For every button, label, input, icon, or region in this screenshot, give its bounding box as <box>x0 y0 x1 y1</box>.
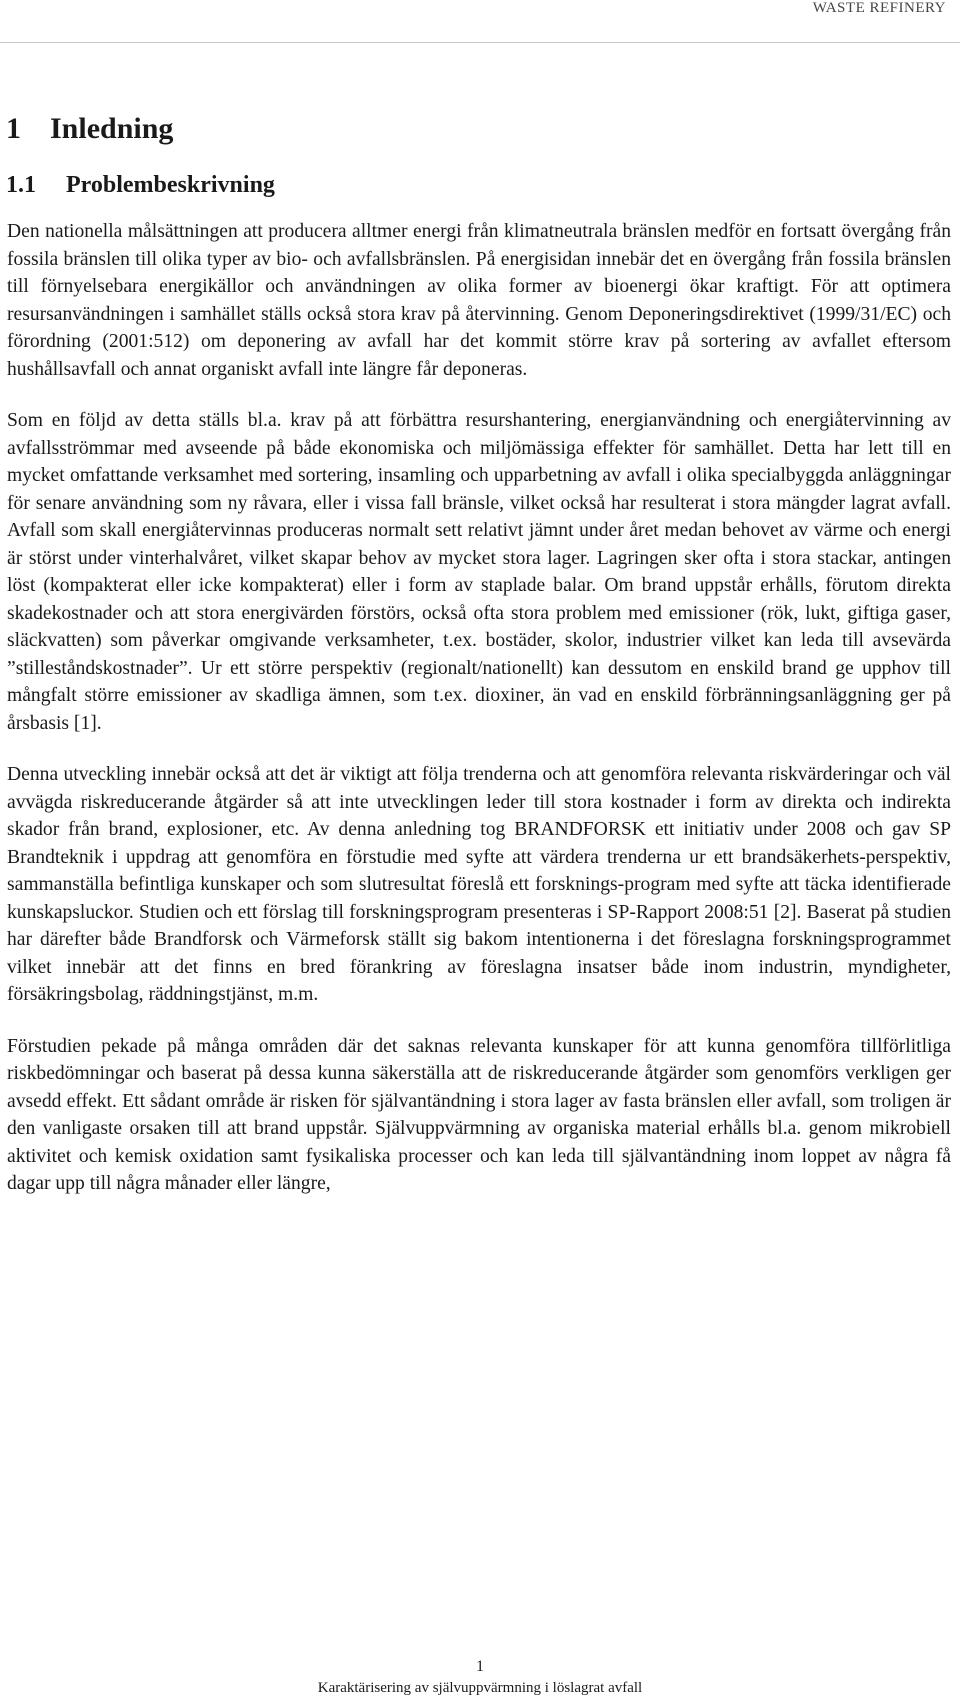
page-number: 1 <box>476 1658 484 1675</box>
header-divider <box>0 42 960 43</box>
running-header: WASTE REFINERY <box>812 0 946 16</box>
section-title: Problembeskrivning <box>66 172 275 198</box>
chapter-title: Inledning <box>50 112 174 145</box>
chapter-heading <box>6 112 173 146</box>
body-text <box>7 218 951 1222</box>
paragraph-1: Den nationella målsättningen att producera alltmer energi från klimatneutrala bränslen medför en fortsatt övergång från fossila bränslen till olika typer av bio- och avfallsbränslen. På energisidan innebär det en övergång från fossila bränslen till förnyelsebara energikällor och användningen av olika former av bioenergi ökar kraftigt. För att optimera resursanvändningen i samhället ställs också stora krav på återvinning. Genom Deponeringsdirektivet (1999/31/EC) och förordning (2001:512) om deponering av avfall har det kommit större krav på sortering av avfallet eftersom hushållsavfall och annat organiskt avfall inte längre får deponeras. <box>7 221 951 380</box>
paragraph-2: Som en följd av detta ställs bl.a. krav på att förbättra resurshantering, energianvändning och energiåtervinning av avfallsströmmar med avseende på både ekonomiska och miljömässiga effekter för samhället. Detta har lett till en mycket omfattande verksamhet med sortering, insamling och upparbetning av avfall i olika specialbyggda anläggningar för senare användning som ny råvara, eller i vissa fall bränsle, vilket också har resulterat i stora mängder lagrat avfall. Avfall som skall energiåtervinnas produceras normalt sett relativt jämnt under året medan behovet av värme och energi är störst under vinterhalvåret, vilket skapar behov av mycket stora lager. Lagringen sker ofta i stora stackar, antingen löst (kompakterat eller icke kompakterat) eller i form av staplade balar. Om brand uppstår erhålls, förutom direkta skadekostnader och att stora energivärden förstörs, också ofta stora problem med emissioner (rök, lukt, giftiga gaser, släckvatten) som påverkar omgivande verksamheter, t.ex. bostäder, skolor, industrier vilket kan leda till avsevärda ”stilleståndskostnader”. Ur ett större perspektiv (regionalt/nationellt) kan dessutom en enskild brand ge upphov till mångfalt större emissioner av skadliga ämnen, som t.ex. dioxiner, än vad en enskild förbränningsanläggning ger på årsbasis [1]. <box>7 410 951 734</box>
paragraph-3: Denna utveckling innebär också att det är viktigt att följa trenderna och att genomföra relevanta riskvärderingar och väl avvägda riskreducerande åtgärder så att inte utvecklingen leder till stora kostnader i form av direkta och indirekta skador från brand, explosioner, etc. Av denna anledning tog BRANDFORSK ett initiativ under 2008 och gav SP Brandteknik i uppdrag att genomföra en förstudie med syfte att värdera trenderna ur ett brandsäkerhets-perspektiv, sammanställa befintliga kunskaper och som slutresultat föreslå ett forsknings-program med syfte att täcka identifierade kunskapsluckor. Studien och ett förslag till forskningsprogram presenteras i SP-Rapport 2008:51 [2]. Baserat på studien har därefter både Brandforsk och Värmeforsk ställt sig bakom intentionerna i det föreslagna forskningsprogrammet vilket innebär att det finns en bred förankring av föreslagna insatser både inom industrin, myndigheter, försäkringsbolag, räddningstjänst, m.m. <box>7 764 951 1005</box>
section-number: 1.1 <box>6 172 36 198</box>
chapter-number: 1 <box>6 112 21 145</box>
section-heading <box>6 172 275 199</box>
paragraph-4: Förstudien pekade på många områden där det saknas relevanta kunskaper för att kunna genomföra tillförlitliga riskbedömningar och baserat på dessa kunna säkerställa att de riskreducerande åtgärder som genomförs verkligen ger avsedd effekt. Ett sådant område är risken för självantändning i stora lager av fasta bränslen eller avfall, som troligen är den vanligaste orsaken till att brand uppstår. Självuppvärmning av organiska material erhålls bl.a. genom mikrobiell aktivitet och kemisk oxidation samt fysikaliska processer och kan leda till självantändning inom loppet av några få dagar upp till några månader eller längre, <box>7 1035 951 1194</box>
footer-title: Karaktärisering av självuppvärmning i löslagrat avfall <box>317 1680 643 1696</box>
